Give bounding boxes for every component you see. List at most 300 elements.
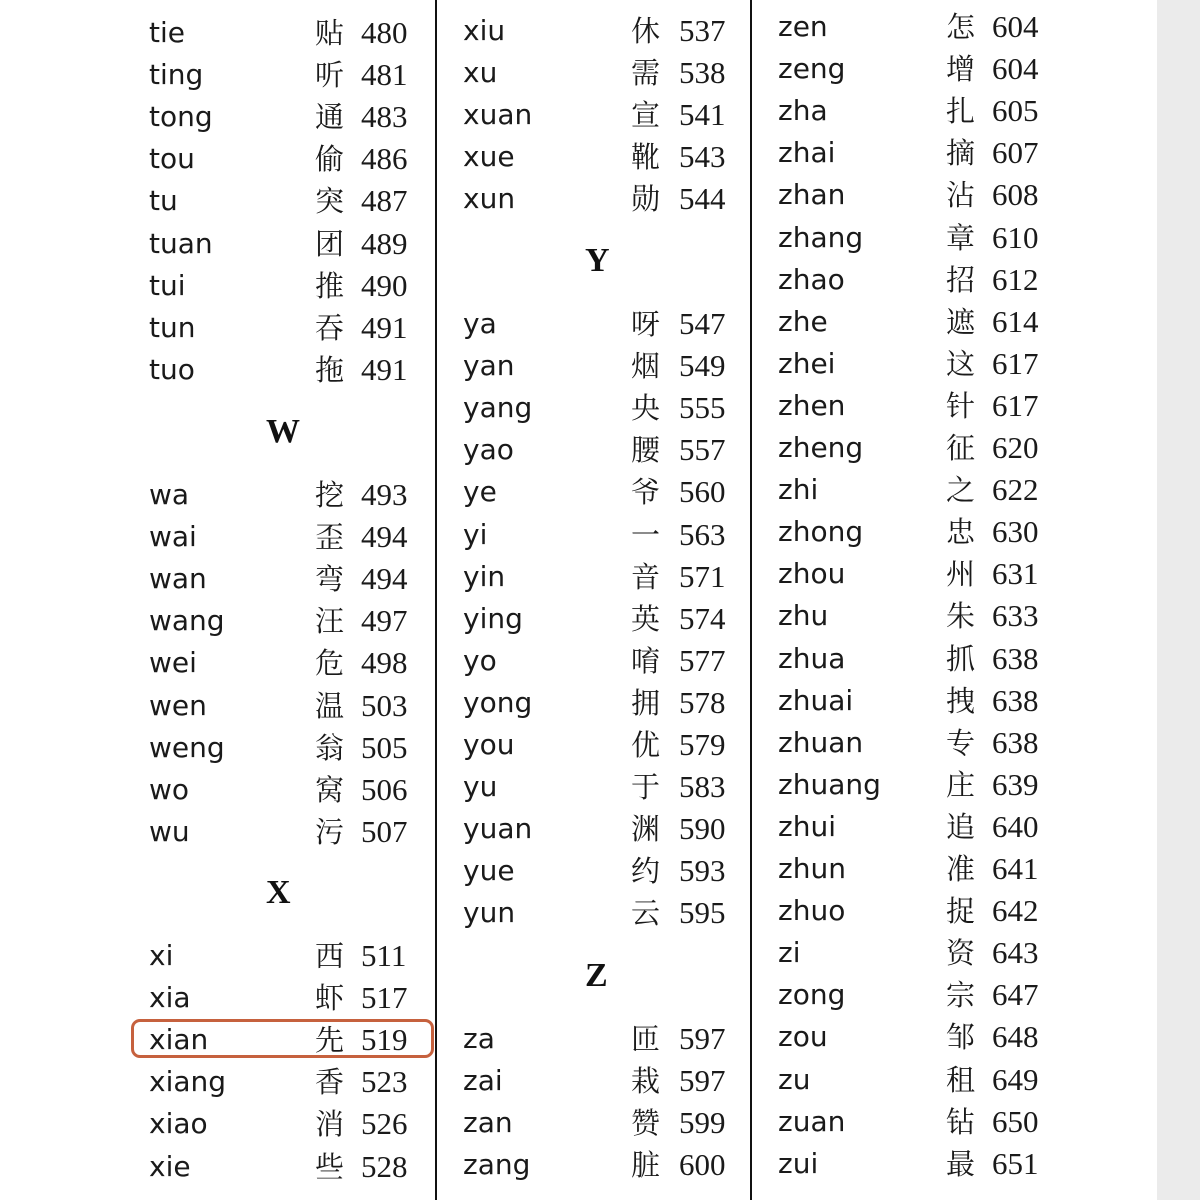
example-character: 钻: [946, 1104, 976, 1139]
index-entry-xu[interactable]: [463, 52, 749, 94]
index-entry-you[interactable]: [463, 724, 749, 766]
page-number: 555: [679, 390, 726, 426]
index-entry-ya[interactable]: [463, 303, 749, 345]
example-character: 邹: [946, 1020, 976, 1055]
example-character: 租: [946, 1062, 976, 1097]
index-entry-zui[interactable]: [778, 1143, 1062, 1185]
index-entry-zhan[interactable]: [778, 174, 1062, 216]
pinyin-syllable: yin: [463, 559, 506, 593]
example-character: 需: [631, 56, 661, 91]
index-entry-tuo[interactable]: [149, 349, 431, 391]
pinyin-syllable: zhi: [778, 473, 819, 507]
example-character: 翁: [315, 730, 345, 765]
pinyin-syllable: yue: [463, 854, 515, 888]
example-character: 匝: [631, 1022, 661, 1056]
example-character: 突: [315, 184, 345, 219]
page-number: 608: [992, 177, 1039, 213]
index-entry-tou[interactable]: [149, 138, 431, 180]
pinyin-syllable: tong: [149, 100, 213, 134]
page-number: 537: [679, 13, 726, 48]
pinyin-syllable: zhui: [778, 809, 836, 843]
page-number: 638: [992, 724, 1039, 760]
page-number: 563: [679, 516, 726, 552]
pinyin-syllable: zhuang: [778, 767, 881, 801]
page-number: 538: [679, 55, 726, 91]
page-number: 600: [679, 1147, 726, 1183]
page-number: 612: [992, 261, 1039, 297]
index-entry-xiu[interactable]: [463, 10, 749, 52]
index-entry-tong[interactable]: [149, 96, 431, 138]
example-character: 招: [946, 262, 976, 297]
example-character: 准: [946, 852, 976, 886]
pinyin-syllable: yan: [463, 349, 515, 383]
pinyin-syllable: zhan: [778, 178, 846, 212]
pinyin-syllable: zhu: [778, 599, 829, 633]
pinyin-syllable: zhuai: [778, 683, 854, 717]
page-number: 630: [992, 514, 1039, 550]
index-entry-weng[interactable]: [149, 727, 431, 769]
pinyin-syllable: ting: [149, 58, 204, 92]
column-divider: [435, 0, 437, 1200]
example-character: 听: [315, 58, 345, 93]
pinyin-syllable: yo: [463, 643, 497, 677]
index-entry-za[interactable]: [463, 1018, 749, 1060]
index-entry-zhei[interactable]: [778, 343, 1062, 385]
page-number: 574: [679, 600, 726, 636]
page-number: 547: [679, 306, 726, 341]
pinyin-syllable: xie: [149, 1149, 191, 1183]
pinyin-syllable: yuan: [463, 812, 533, 846]
page-number: 617: [992, 345, 1039, 381]
page-number: 511: [361, 938, 407, 973]
index-entry-xiang[interactable]: [149, 1061, 431, 1103]
section-heading-w: W: [266, 413, 300, 450]
page-number: 523: [361, 1064, 408, 1100]
index-entry-zhou[interactable]: [778, 553, 1062, 595]
example-character: 香: [315, 1065, 345, 1100]
column-divider: [750, 0, 752, 1200]
pinyin-syllable: zhao: [778, 262, 845, 296]
index-entry-ye[interactable]: [463, 471, 749, 513]
example-character: 窝: [315, 772, 345, 807]
index-entry-zhun[interactable]: [778, 848, 1062, 890]
example-character: 拥: [631, 685, 661, 720]
index-entry-zhe[interactable]: [778, 301, 1062, 343]
example-character: 宣: [631, 98, 661, 133]
page-number: 633: [992, 598, 1039, 634]
pinyin-syllable: ying: [463, 601, 523, 635]
page-number: 642: [992, 893, 1039, 929]
index-entry-ying[interactable]: [463, 598, 749, 640]
page-number: 607: [992, 135, 1039, 171]
index-entry-xia[interactable]: [149, 977, 431, 1019]
pinyin-syllable: zai: [463, 1064, 503, 1098]
index-entry-zhua[interactable]: [778, 638, 1062, 680]
example-character: 吞: [315, 310, 345, 345]
index-entry-zu[interactable]: [778, 1059, 1062, 1101]
example-character: 追: [946, 809, 976, 844]
pinyin-syllable: zen: [778, 10, 828, 43]
page-number: 494: [361, 561, 408, 597]
example-character: 爷: [631, 475, 661, 510]
pinyin-syllable: zhang: [778, 220, 864, 254]
example-character: 约: [631, 854, 661, 889]
pinyin-syllable: xun: [463, 182, 516, 216]
page-number: 595: [679, 895, 726, 931]
page-number: 614: [992, 303, 1039, 339]
example-character: 休: [631, 14, 661, 48]
index-entry-xuan[interactable]: [463, 94, 749, 136]
page-number: 498: [361, 645, 408, 681]
index-entry-xie[interactable]: [149, 1146, 431, 1188]
pinyin-syllable: yao: [463, 433, 514, 467]
pinyin-syllable: zhei: [778, 346, 836, 380]
example-character: 音: [631, 559, 661, 594]
page-number: 640: [992, 808, 1039, 844]
index-entry-zhui[interactable]: [778, 806, 1062, 848]
index-entry-yong[interactable]: [463, 682, 749, 724]
example-character: 先: [315, 1023, 345, 1058]
index-entry-yi[interactable]: [463, 514, 749, 556]
pinyin-syllable: xian: [149, 1023, 209, 1057]
page-number: 622: [992, 472, 1039, 508]
pinyin-syllable: zhou: [778, 557, 846, 591]
example-character: 虾: [315, 981, 345, 1016]
page-number: 617: [992, 387, 1039, 423]
page-number: 491: [361, 351, 408, 387]
pinyin-syllable: wai: [149, 520, 197, 554]
example-character: 于: [631, 770, 661, 805]
pinyin-syllable: xiu: [463, 14, 506, 47]
pinyin-syllable: zeng: [778, 52, 846, 86]
example-character: 栽: [631, 1064, 661, 1099]
index-entry-tuan[interactable]: [149, 223, 431, 265]
example-character: 勋: [631, 182, 661, 217]
pinyin-syllable: za: [463, 1022, 495, 1055]
page-number: 610: [992, 219, 1039, 255]
example-character: 摘: [946, 136, 976, 171]
index-entry-zou[interactable]: [778, 1016, 1062, 1058]
example-character: 增: [946, 52, 976, 87]
index-entry-wei[interactable]: [149, 642, 431, 684]
example-character: 污: [315, 814, 345, 849]
page-number: 649: [992, 1061, 1039, 1097]
index-entry-zen[interactable]: [778, 6, 1062, 48]
index-entry-zhuai[interactable]: [778, 680, 1062, 722]
index-entry-zhang[interactable]: [778, 217, 1062, 259]
section-heading-z: Z: [585, 957, 608, 994]
example-character: 温: [315, 688, 345, 723]
example-character: 脏: [631, 1148, 661, 1183]
pinyin-syllable: tui: [149, 268, 186, 302]
example-character: 唷: [631, 643, 661, 678]
example-character: 征: [946, 431, 976, 465]
page-number: 578: [679, 684, 726, 720]
pinyin-syllable: yong: [463, 685, 533, 719]
pinyin-syllable: yun: [463, 896, 516, 930]
index-entry-zhu[interactable]: [778, 595, 1062, 637]
example-character: 一: [631, 517, 661, 552]
page-number: 526: [361, 1106, 408, 1142]
page-number: 549: [679, 348, 726, 384]
pinyin-syllable: zan: [463, 1106, 513, 1140]
index-entry-tui[interactable]: [149, 265, 431, 307]
index-entry-zhen[interactable]: [778, 385, 1062, 427]
index-entry-zong[interactable]: [778, 974, 1062, 1016]
example-character: 靴: [631, 140, 661, 175]
example-character: 专: [946, 725, 976, 760]
pinyin-syllable: wu: [149, 814, 190, 848]
example-character: 之: [946, 473, 976, 508]
pinyin-syllable: zha: [778, 94, 828, 128]
page-number: 506: [361, 771, 408, 807]
pinyin-syllable: wen: [149, 688, 207, 722]
example-character: 云: [631, 896, 661, 931]
example-character: 忠: [946, 515, 976, 550]
pinyin-syllable: zuan: [778, 1104, 846, 1138]
page-number: 519: [361, 1022, 408, 1058]
index-entry-xiao[interactable]: [149, 1103, 431, 1145]
page-number: 487: [361, 183, 408, 219]
index-entry-yo[interactable]: [463, 640, 749, 682]
pinyin-syllable: xuan: [463, 98, 533, 132]
page-number: 560: [679, 474, 726, 510]
page-number: 517: [361, 980, 408, 1016]
index-entry-yu[interactable]: [463, 766, 749, 808]
example-character: 汪: [315, 604, 345, 639]
page-number: 493: [361, 477, 408, 512]
page-number: 543: [679, 139, 726, 175]
page-number: 651: [992, 1145, 1039, 1181]
section-heading-y: Y: [585, 242, 610, 279]
page-number: 643: [992, 935, 1039, 971]
example-character: 西: [315, 939, 345, 973]
example-character: 渊: [631, 812, 661, 847]
page-number: 528: [361, 1148, 408, 1184]
index-entry-tie[interactable]: [149, 12, 431, 54]
index-entry-tu[interactable]: [149, 180, 431, 222]
pinyin-syllable: tie: [149, 16, 185, 49]
page-number: 481: [361, 57, 408, 93]
example-character: 遮: [946, 304, 976, 339]
index-entry-zhong[interactable]: [778, 511, 1062, 553]
example-character: 怎: [946, 10, 976, 44]
section-heading-x: X: [266, 874, 291, 911]
page-number: 641: [992, 851, 1039, 886]
page-number: 489: [361, 225, 408, 261]
index-entry-wu[interactable]: [149, 811, 431, 853]
index-entry-zhai[interactable]: [778, 132, 1062, 174]
index-entry-wan[interactable]: [149, 558, 431, 600]
page-number: 503: [361, 687, 408, 723]
page-number: 597: [679, 1021, 726, 1056]
page-number: 571: [679, 558, 726, 594]
example-character: 这: [946, 346, 976, 381]
page-number: 490: [361, 267, 408, 303]
example-character: 拖: [315, 352, 345, 387]
example-character: 挖: [315, 478, 345, 512]
page-number: 483: [361, 99, 408, 135]
pinyin-syllable: yi: [463, 517, 488, 551]
page-number: 486: [361, 141, 408, 177]
page-number: 631: [992, 556, 1039, 592]
page-number: 505: [361, 729, 408, 765]
pinyin-syllable: zheng: [778, 431, 864, 464]
example-character: 烟: [631, 349, 661, 384]
index-entry-zheng[interactable]: [778, 427, 1062, 469]
example-character: 团: [315, 226, 345, 261]
index-entry-zan[interactable]: [463, 1102, 749, 1144]
example-character: 消: [315, 1107, 345, 1142]
pinyin-syllable: weng: [149, 730, 225, 764]
pinyin-syllable: xi: [149, 939, 174, 972]
example-character: 通: [315, 100, 345, 135]
page-number: 620: [992, 430, 1039, 465]
example-character: 拽: [946, 683, 976, 718]
pinyin-syllable: zong: [778, 978, 846, 1012]
index-entry-wen[interactable]: [149, 685, 431, 727]
page-number: 583: [679, 769, 726, 805]
index-entry-zang[interactable]: [463, 1144, 749, 1186]
pinyin-syllable: yang: [463, 391, 533, 425]
page-number: 604: [992, 51, 1039, 87]
example-character: 腰: [631, 433, 661, 468]
index-entry-wang[interactable]: [149, 600, 431, 642]
index-entry-xue[interactable]: [463, 136, 749, 178]
index-entry-yan[interactable]: [463, 345, 749, 387]
example-character: 危: [315, 646, 345, 681]
pinyin-syllable: xue: [463, 140, 515, 174]
example-character: 沾: [946, 178, 976, 213]
page-number: 497: [361, 603, 408, 639]
pinyin-syllable: xia: [149, 981, 191, 1015]
page-number: 491: [361, 309, 408, 345]
pinyin-syllable: tuo: [149, 352, 195, 386]
index-entry-yao[interactable]: [463, 429, 749, 471]
page-number: 494: [361, 519, 408, 555]
index-entry-zhi[interactable]: [778, 469, 1062, 511]
pinyin-syllable: zhuo: [778, 894, 846, 928]
pinyin-syllable: zu: [778, 1062, 811, 1096]
pinyin-syllable: tun: [149, 310, 196, 344]
example-character: 歪: [315, 520, 345, 555]
example-character: 赞: [631, 1106, 661, 1141]
index-entry-zeng[interactable]: [778, 48, 1062, 90]
page-number: 605: [992, 93, 1039, 129]
pinyin-syllable: xiao: [149, 1107, 208, 1141]
example-character: 朱: [946, 599, 976, 634]
index-entry-xi[interactable]: [149, 935, 431, 977]
pinyin-syllable: yu: [463, 770, 498, 804]
pinyin-syllable: zou: [778, 1020, 828, 1054]
index-entry-tun[interactable]: [149, 307, 431, 349]
example-character: 最: [946, 1146, 976, 1181]
pinyin-syllable: wa: [149, 478, 190, 511]
pinyin-syllable: ye: [463, 475, 497, 509]
index-entry-zhuan[interactable]: [778, 722, 1062, 764]
pinyin-syllable: zhe: [778, 304, 828, 338]
example-character: 优: [631, 728, 661, 762]
example-character: 宗: [946, 978, 976, 1013]
example-character: 庄: [946, 767, 976, 802]
pinyin-syllable: you: [463, 728, 515, 761]
pinyin-syllable: wei: [149, 646, 197, 680]
index-entry-ting[interactable]: [149, 54, 431, 96]
example-character: 章: [946, 220, 976, 255]
pinyin-syllable: zhua: [778, 641, 846, 675]
index-entry-wai[interactable]: [149, 516, 431, 558]
pinyin-syllable: zhai: [778, 136, 836, 170]
index-entry-zhuo[interactable]: [778, 890, 1062, 932]
index-entry-yue[interactable]: [463, 850, 749, 892]
page-number: 593: [679, 853, 726, 889]
page-number: 604: [992, 9, 1039, 44]
example-character: 捉: [946, 894, 976, 929]
example-character: 资: [946, 936, 976, 971]
index-entry-zuan[interactable]: [778, 1101, 1062, 1143]
example-character: 扎: [946, 94, 976, 129]
highlight-box: [131, 1019, 434, 1058]
pinyin-syllable: zhen: [778, 388, 846, 422]
page-number: 639: [992, 766, 1039, 802]
pinyin-syllable: wang: [149, 604, 225, 638]
page-number: 480: [361, 15, 408, 50]
index-entry-yang[interactable]: [463, 387, 749, 429]
pinyin-syllable: zi: [778, 936, 801, 970]
index-entry-zai[interactable]: [463, 1060, 749, 1102]
example-character: 针: [946, 388, 976, 423]
example-character: 抓: [946, 641, 976, 676]
page-number: 597: [679, 1063, 726, 1099]
example-character: 弯: [315, 562, 345, 597]
pinyin-syllable: zhun: [778, 852, 846, 885]
index-entry-xun[interactable]: [463, 178, 749, 220]
example-character: 呀: [631, 307, 661, 341]
page-number: 557: [679, 432, 726, 468]
pinyin-syllable: zhong: [778, 515, 864, 549]
example-character: 央: [631, 391, 661, 426]
index-entry-zha[interactable]: [778, 90, 1062, 132]
page-number: 577: [679, 642, 726, 678]
page-number: 648: [992, 1019, 1039, 1055]
example-character: 推: [315, 268, 345, 303]
pinyin-syllable: zang: [463, 1148, 531, 1182]
page-number: 599: [679, 1105, 726, 1141]
example-character: 贴: [315, 16, 345, 50]
pinyin-syllable: wo: [149, 772, 190, 806]
viewer-margin: [1157, 0, 1200, 1200]
page-number: 579: [679, 727, 726, 762]
index-entry-yin[interactable]: [463, 556, 749, 598]
pinyin-syllable: ya: [463, 307, 497, 340]
page-number: 647: [992, 977, 1039, 1013]
pinyin-syllable: tu: [149, 184, 178, 218]
page-number: 507: [361, 813, 408, 849]
index-entry-yuan[interactable]: [463, 808, 749, 850]
pinyin-syllable: zui: [778, 1146, 819, 1180]
page-number: 638: [992, 682, 1039, 718]
index-entry-zhuang[interactable]: [778, 764, 1062, 806]
index-entry-wa[interactable]: [149, 474, 431, 516]
example-character: 英: [631, 601, 661, 636]
example-character: 些: [315, 1149, 345, 1184]
index-entry-zhao[interactable]: [778, 259, 1062, 301]
page-number: 650: [992, 1103, 1039, 1139]
index-entry-yun[interactable]: [463, 892, 749, 934]
index-entry-wo[interactable]: [149, 769, 431, 811]
pinyin-syllable: tuan: [149, 226, 213, 260]
index-entry-zi[interactable]: [778, 932, 1062, 974]
